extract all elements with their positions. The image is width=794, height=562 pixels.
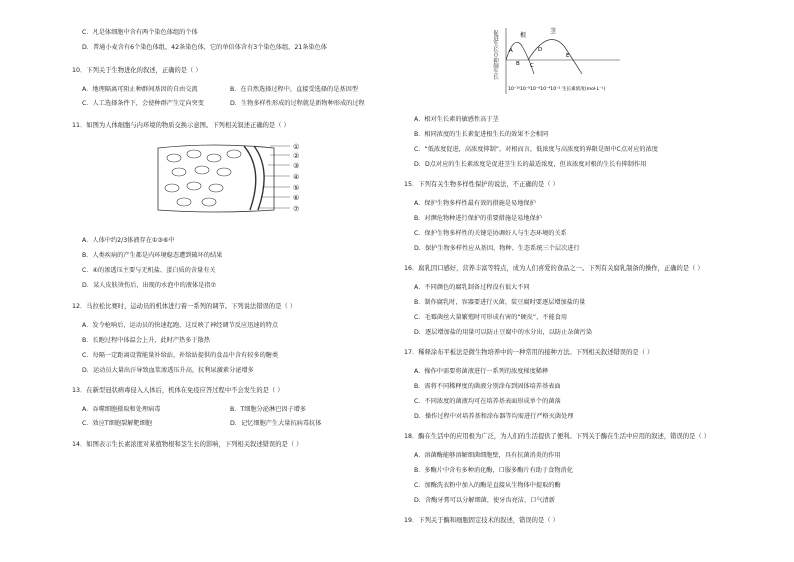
q13-option-a: A．吞噬细胞摄取和处理病毒 — [82, 406, 161, 413]
q9-option-c: C．凡是体细胞中含有两个染色体组的个体 — [82, 29, 198, 36]
q13-option-b: B．T细胞分泌淋巴因子增多 — [230, 406, 307, 413]
root-curve — [506, 42, 534, 74]
q10-stem: 10．下列关于生物进化的叙述，正确的是（ ） — [72, 67, 202, 74]
q16-option-a: A．不同颜色的腐乳制备过程没有很大不同 — [414, 284, 530, 291]
graph-xlabel: 10⁻¹⁰10⁻⁸10⁻⁶10⁻⁴10⁻² 生长素浓度(mol·L⁻¹) — [508, 87, 606, 92]
graph-ylabel: 促进生长０抑制生长 — [492, 30, 498, 80]
q14-option-a: A．根对生长素的敏感性高于茎 — [414, 116, 499, 123]
q17-option-d: D．操作过程中对培养基和涂布器等均需进行严格灭菌处理 — [414, 413, 574, 420]
q18-option-b: B．多酶片中含有多种消化酶，口服多酶片有助于食物消化 — [414, 467, 573, 474]
point-e: E — [566, 53, 570, 59]
q16-option-c: C．毛霉菌丝大量繁殖时可形成有害的“硬皮”，不能食用 — [414, 314, 568, 321]
q12-option-a: A．发令枪响后，运动员的快速起跑，这反映了神经调节反应迅速的特点 — [82, 322, 279, 329]
q10-option-a: A．地理隔离可阻止种群间基因的自由交流 — [82, 86, 198, 93]
capillary — [244, 146, 256, 210]
q10-option-b: B．在自然选择过程中，直接受选择的是基因型 — [230, 86, 358, 93]
q17-option-a: A．操作中需要将菌液进行一系列的浓度梯度稀释 — [414, 368, 549, 375]
q18-stem: 18．酶在生活中的应用极为广泛，为人们的生活提供了便利。下列关于酶在生活中应用的叙述，错误的是（ ） — [404, 433, 710, 440]
q18-option-a: A．溶菌酶能够溶解细菌细胞壁，具有抗菌消炎的作用 — [414, 452, 561, 459]
point-c: C — [530, 63, 534, 69]
q12-option-b: B．长跑过程中体温会上升，此时产热多于散热 — [82, 337, 210, 344]
q13-stem: 13．在新型冠状病毒侵入人体后，机体在免疫应答过程中不会发生的是（ ） — [72, 387, 284, 394]
q19-stem: 19．下列关于酶和细胞固定技术的叙述，错误的是（ ） — [404, 517, 559, 524]
q11-stem: 11．如图为人体细胞与内环境的物质交换示意图。下列相关叙述正确的是（ ） — [72, 122, 290, 129]
point-b: B — [516, 61, 520, 67]
q9-option-d: D．普通小麦含有6个染色体组，42条染色体，它的单倍体含有3个染色体组，21条染色体 — [82, 44, 327, 51]
fig-label-7: ⑦ — [293, 205, 300, 213]
q15-option-c: C．保护生物多样性的关键是协调好人与生态环境的关系 — [414, 230, 567, 237]
q17-option-c: C．不同浓度的菌液均可在培养基表面形成单个的菌落 — [414, 398, 561, 405]
fig-label-5: ⑤ — [293, 184, 300, 192]
q16-option-b: B．制作腐乳时，容器要进行灭菌，装豆腐时要逐层增加盐的量 — [414, 299, 586, 306]
q11-option-b: B．人类疾病的产生都是内环境稳态遭到破坏的结果 — [82, 252, 223, 259]
q13-option-c: C．效应T细胞裂解靶细胞 — [82, 420, 152, 427]
stem-curve — [528, 40, 582, 74]
root-label: 根 — [520, 32, 527, 39]
tissue-cells — [165, 150, 241, 206]
q12-option-d: D．运动员大量出汗导致血浆渗透压升高，抗利尿激素分泌增多 — [82, 367, 254, 374]
q15-option-a: A．保护生物多样性最有效的措施是易地保护 — [414, 200, 536, 207]
q11-option-d: D．某人皮肤烫伤后，出现的水泡中的液体是指⑦ — [82, 282, 217, 289]
q18-option-d: D．含酶牙膏可以分解细菌，使牙齿亮洁、口气清新 — [414, 497, 555, 504]
fig-label-1: ① — [293, 143, 300, 151]
q16-stem: 16．腐乳因口感好，营养丰富等特点，成为人们喜爱的食品之一。下列有关腐乳制备的操作，正确的是（ ） — [404, 265, 704, 272]
q11-cell-diagram — [154, 140, 304, 218]
q14-option-b: B．相同浓度的生长素促进根生长的效果不会相同 — [414, 131, 549, 138]
q16-option-d: D．逐层增加盐的用量可以防止豆腐中的水分出，以防止杂菌污染 — [414, 329, 593, 336]
q10-option-c: C．人工选择条件下，会使种群产生定向突变 — [82, 100, 204, 107]
q14-option-c: C．“低浓度促进，高浓度抑制”，对根而言，低浓度与高浓度的界限是图中C点对应的浓度 — [414, 146, 658, 153]
q17-option-b: B．需将不同稀释度的菌液分别涂布到固体培养基表面 — [414, 383, 561, 390]
q10-option-d: D．生物多样性形成的过程就是新物种形成的过程 — [230, 100, 365, 107]
q17-stem: 17．稀释涂布平板法是微生物培养中的一种常用的接种方法。下列相关叙述错误的是（ ） — [404, 349, 654, 356]
q13-option-d: D．记忆细胞产生大量抗病毒抗体 — [230, 420, 322, 427]
q15-stem: 15．下列有关生物多样性保护的说法，不正确的是（ ） — [404, 181, 559, 188]
q18-option-c: C．加酶洗衣粉中加入的酶是直接从生物体中提取的酶 — [414, 482, 561, 489]
q14-stem: 14．如图表示生长素浓度对某植物根和茎生长的影响，下列相关叙述错误的是（ ） — [72, 441, 303, 448]
point-d: D — [538, 47, 543, 53]
q11-option-a: A．人体中约2/3体液存在①③⑥中 — [82, 237, 175, 244]
q12-option-c: C．每隔一定距离设置能量补给站，补给站提供的食品中含有较多的糖类 — [82, 352, 279, 359]
q14-option-d: D．D点对应的生长素浓度是促进茎生长的最适浓度，但该浓度对根的生长有抑制作用 — [414, 161, 647, 168]
fig-label-3: ③ — [293, 162, 300, 170]
q15-option-b: B．对濒危物种进行保护的重要措施是易地保护 — [414, 215, 542, 222]
stem-label: 茎 — [550, 28, 557, 35]
fig-label-2: ② — [293, 152, 300, 160]
fig-label-6: ⑥ — [293, 194, 300, 202]
q12-stem: 12．马拉松比赛时，运动员的机体进行着一系列的调节。下列说法错误的是（ ） — [72, 303, 297, 310]
q15-option-d: D．保护生物多样性应从基因、物种、生态系统三个层次进行 — [414, 245, 580, 252]
q14-auxin-graph — [492, 24, 624, 108]
q11-option-c: C．④的渗透压主要与无机盐、蛋白质的含量有关 — [82, 267, 216, 274]
point-a: A — [509, 48, 513, 54]
fig-label-4: ④ — [293, 173, 300, 181]
